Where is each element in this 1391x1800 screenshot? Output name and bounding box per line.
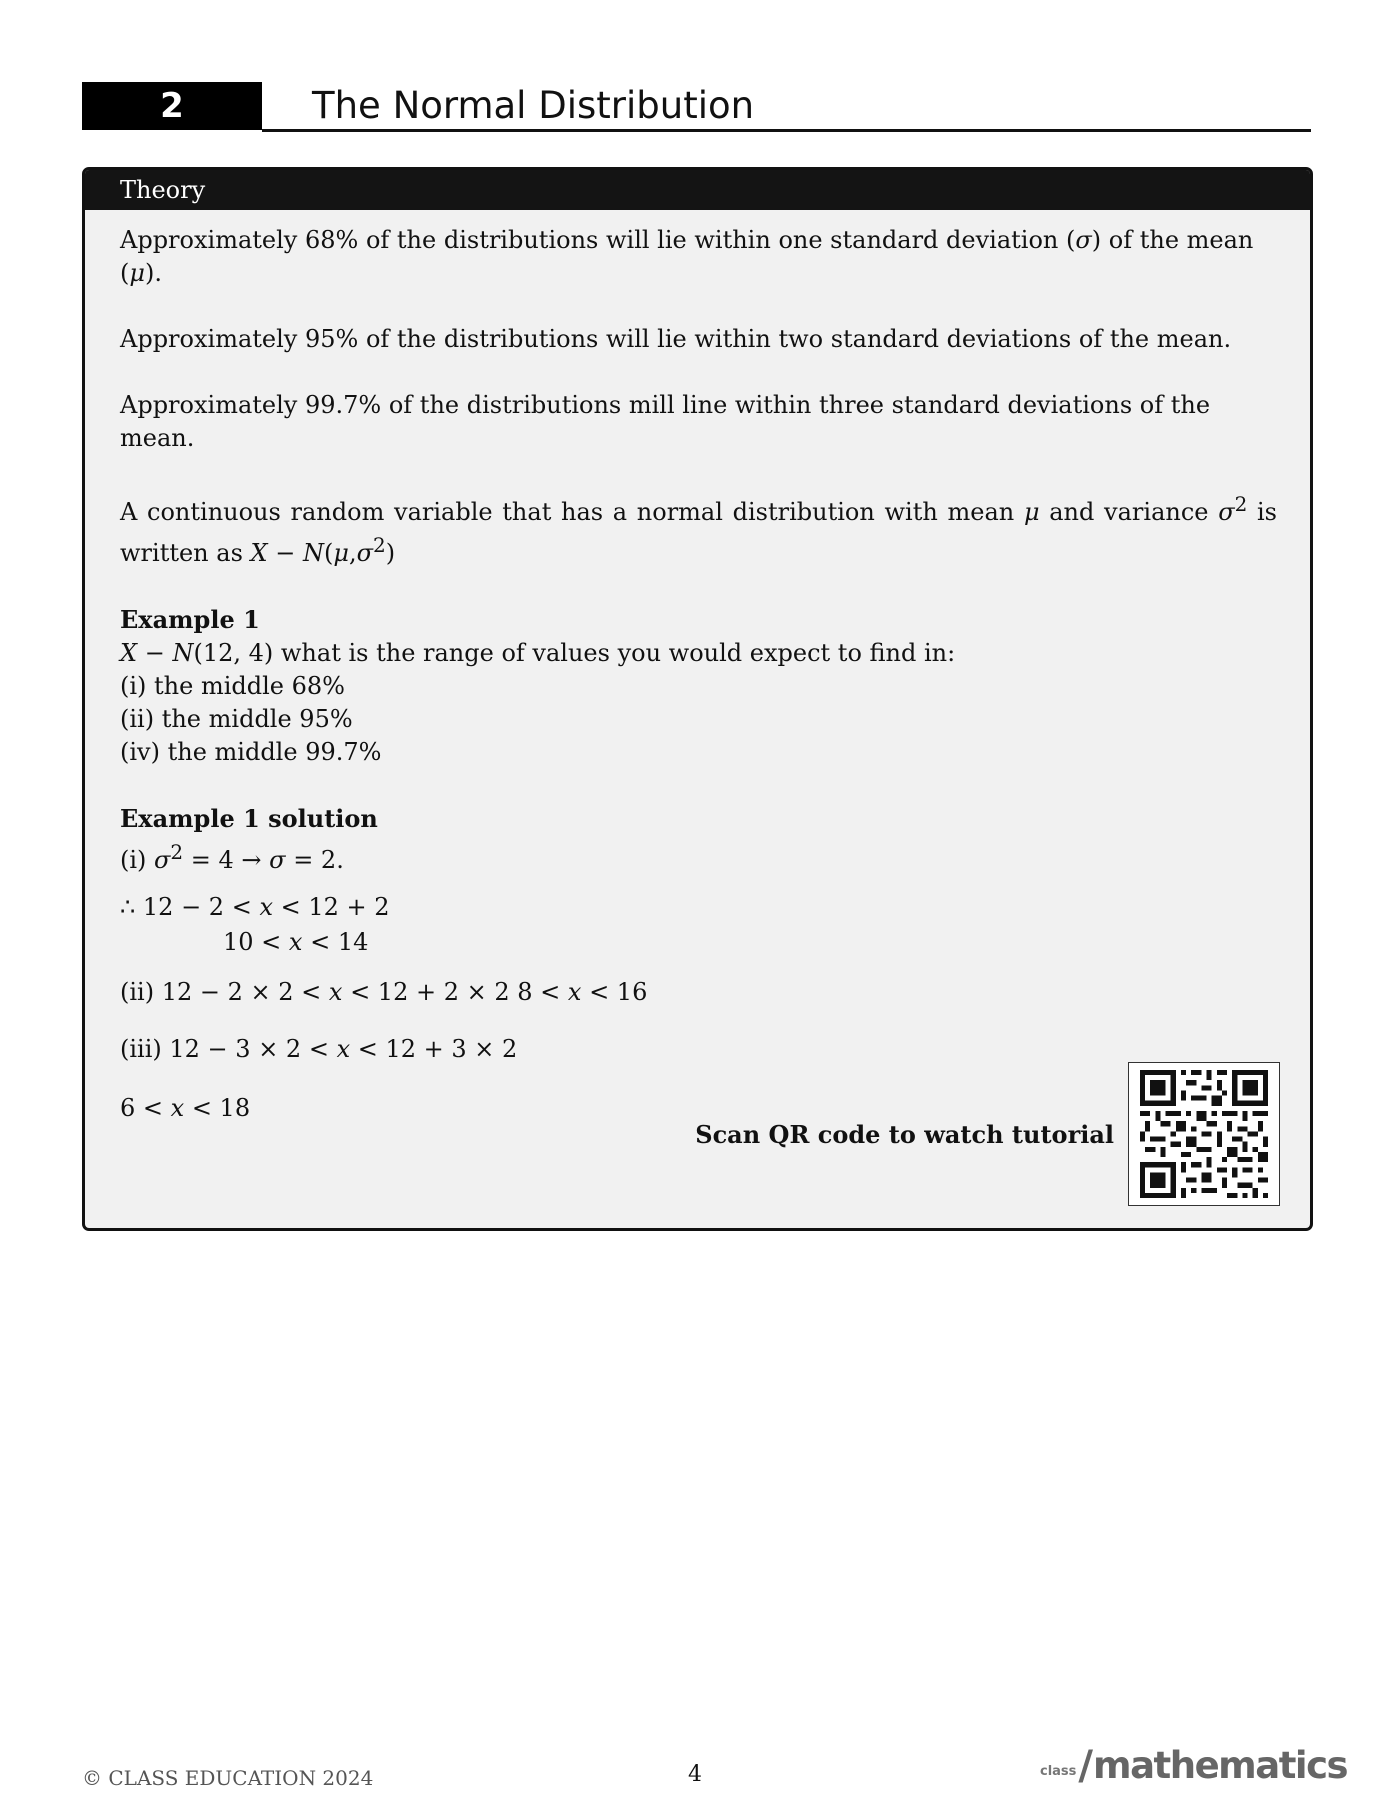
logo-slash: / [1078, 1743, 1094, 1789]
solution-line: 10 < x < 14 [223, 928, 369, 956]
theory-paragraph-99-7: Approximately 99.7% of the distributions mill line within three standard deviations of the mean. [120, 391, 1211, 452]
qr-code-icon [1137, 1070, 1271, 1198]
qr-code[interactable] [1128, 1062, 1280, 1206]
chapter-number: 2 [82, 82, 262, 130]
chapter-header [82, 82, 1311, 130]
example-1-item: (iv) the middle 99.7% [120, 738, 382, 766]
solution-title: Example 1 solution [120, 804, 378, 833]
notation-line-2: written as $X - N(\mu,\sigma^2)$ [120, 533, 396, 567]
solution-line: (iii) 12 − 3 × 2 < x < 12 + 3 × 2 [120, 1035, 518, 1063]
header-rule [262, 129, 1311, 132]
solution-line: (ii) 12 − 2 × 2 < x < 12 + 2 × 2 8 < x < 16 [120, 978, 648, 1006]
example-1-question: X − N(12, 4) what is the range of values you would expect to find in: [120, 639, 956, 667]
notation-line-1: A continuous random variable that has a normal distribution with mean μ and variance $\sigma^2$ is [120, 492, 1277, 526]
theory-paragraph-68: Approximately 68% of the distributions will lie within one standard deviation (σ) of the mean (μ). [120, 226, 1254, 287]
qr-section [695, 1062, 1280, 1206]
theory-paragraph-notation [120, 488, 1277, 570]
theory-box [82, 167, 1313, 1231]
example-1 [120, 603, 1277, 769]
solution-line: 6 < x < 18 [120, 1094, 251, 1122]
logo-main-text: mathematics [1093, 1744, 1348, 1787]
example-1-title: Example 1 [120, 605, 260, 634]
theory-paragraph-95: Approximately 95% of the distributions will lie within two standard deviations of the mean. [120, 325, 1232, 353]
theory-heading: Theory [85, 170, 1310, 210]
footer-copyright: © CLASS EDUCATION 2024 [82, 1766, 374, 1790]
theory-body [120, 210, 1277, 1125]
example-1-item: (ii) the middle 95% [120, 705, 353, 733]
logo-small-text: class [1040, 1764, 1077, 1779]
example-1-item: (i) the middle 68% [120, 672, 345, 700]
class-mathematics-logo [1040, 1742, 1348, 1789]
solution-line: ∴ 12 − 2 < x < 12 + 2 [120, 893, 390, 921]
page-number: 4 [688, 1762, 702, 1787]
chapter-title: The Normal Distribution [312, 84, 755, 127]
solution-line: (i) $\sigma^2 = 4 \to \sigma = 2$. [120, 840, 344, 874]
qr-label: Scan QR code to watch tutorial [695, 1119, 1114, 1149]
